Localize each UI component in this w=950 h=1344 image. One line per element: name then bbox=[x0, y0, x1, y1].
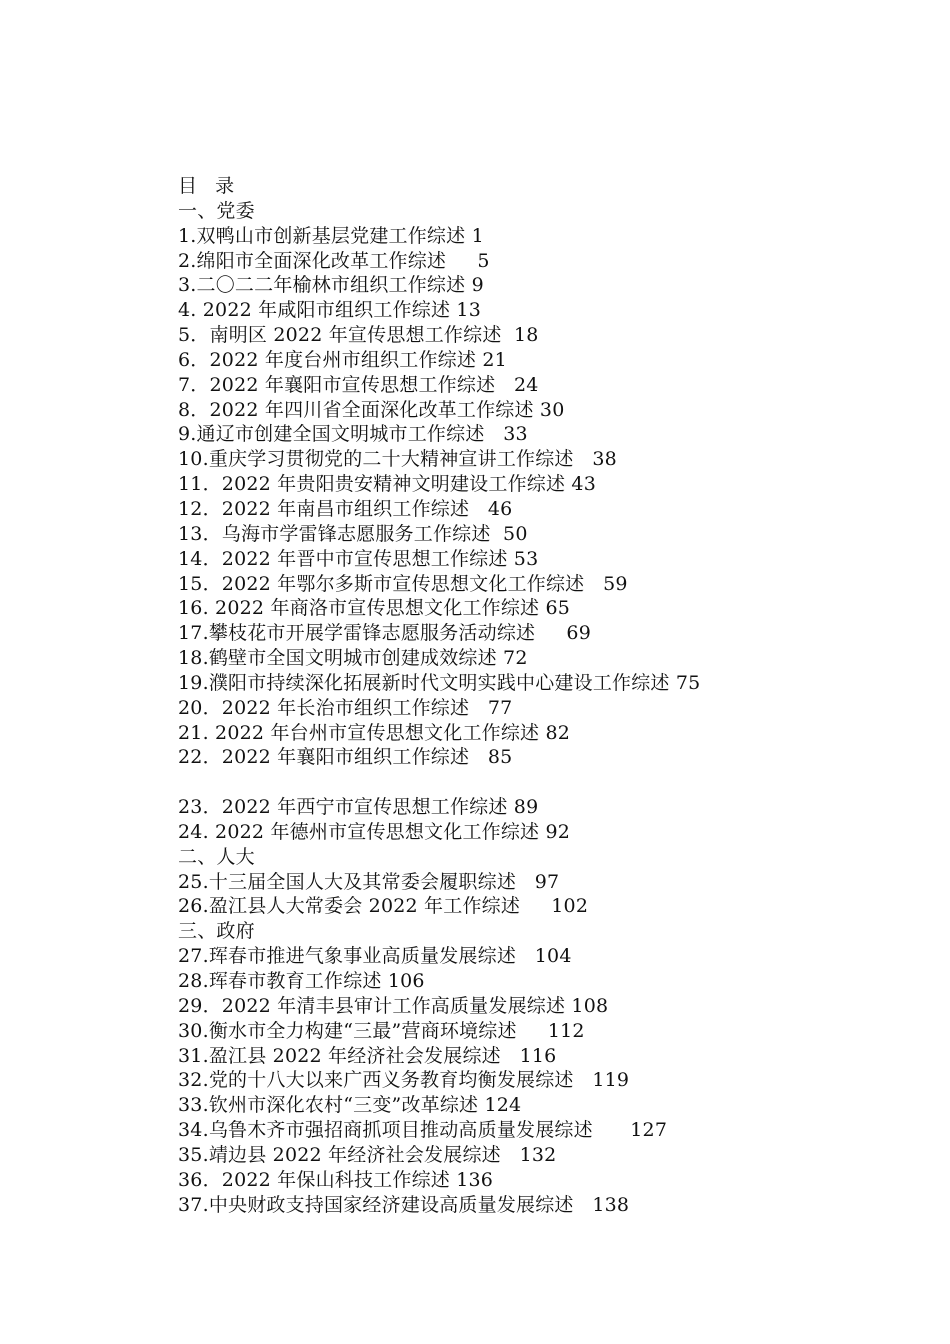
toc-entry: 1.双鸭山市创新基层党建工作综述 1 bbox=[178, 224, 484, 247]
blank-line bbox=[178, 770, 878, 795]
toc-entry: 33.钦州市深化农村“三变”改革综述 124 bbox=[178, 1094, 522, 1117]
toc-entry: 7．2022 年襄阳市宣传思想工作综述 24 bbox=[178, 373, 539, 396]
toc-entry: 6．2022 年度台州市组织工作综述 21 bbox=[178, 348, 507, 371]
toc-entry: 20．2022 年长治市组织工作综述 77 bbox=[178, 696, 513, 719]
toc-entry: 36．2022 年保山科技工作综述 136 bbox=[178, 1168, 494, 1191]
toc-entry: 2.绵阳市全面深化改革工作综述 5 bbox=[178, 249, 490, 272]
toc-entry: 37.中央财政支持国家经济建设高质量发展综述 138 bbox=[178, 1193, 630, 1216]
toc-entry: 14．2022 年晋中市宣传思想工作综述 53 bbox=[178, 547, 539, 570]
toc-entry: 4. 2022 年咸阳市组织工作综述 13 bbox=[178, 299, 481, 322]
toc-entry: 29．2022 年清丰县审计工作高质量发展综述 108 bbox=[178, 994, 609, 1017]
toc-entry: 31.盈江县 2022 年经济社会发展综述 116 bbox=[178, 1044, 557, 1067]
toc-title: 目 录 bbox=[178, 175, 237, 197]
toc-entry: 35.靖边县 2022 年经济社会发展综述 132 bbox=[178, 1143, 557, 1166]
toc-entry: 24. 2022 年德州市宣传思想文化工作综述 92 bbox=[178, 820, 571, 843]
toc-entry: 18.鹤壁市全国文明城市创建成效综述 72 bbox=[178, 647, 528, 670]
toc-entry: 28.珲春市教育工作综述 106 bbox=[178, 970, 425, 992]
toc-entry: 17.攀枝花市开展学雷锋志愿服务活动综述 69 bbox=[178, 622, 591, 645]
section-heading-party-committee: 一、党委 bbox=[178, 199, 255, 222]
section-heading-government: 三、政府 bbox=[178, 920, 255, 943]
toc-entry: 26.盈江县人大常委会 2022 年工作综述 102 bbox=[178, 895, 589, 918]
toc-entry: 9.通辽市创建全国文明城市工作综述 33 bbox=[178, 423, 528, 446]
toc-entry: 3.二〇二二年榆林市组织工作综述 9 bbox=[178, 274, 484, 297]
toc-entry: 8．2022 年四川省全面深化改革工作综述 30 bbox=[178, 398, 565, 421]
table-of-contents bbox=[178, 174, 878, 1217]
toc-entry: 27.珲春市推进气象事业高质量发展综述 104 bbox=[178, 945, 572, 968]
toc-entry: 30.衡水市全力构建“三最”营商环境综述 112 bbox=[178, 1019, 585, 1042]
toc-entry: 13．乌海市学雷锋志愿服务工作综述 50 bbox=[178, 522, 528, 545]
toc-entry: 22．2022 年襄阳市组织工作综述 85 bbox=[178, 746, 513, 769]
toc-entry: 34.乌鲁木齐市强招商抓项目推动高质量发展综述 127 bbox=[178, 1119, 668, 1142]
toc-entry: 21. 2022 年台州市宣传思想文化工作综述 82 bbox=[178, 721, 571, 744]
toc-entry: 25.十三届全国人大及其常委会履职综述 97 bbox=[178, 870, 560, 893]
toc-entry: 12．2022 年南昌市组织工作综述 46 bbox=[178, 497, 513, 520]
toc-entry: 5．南明区 2022 年宣传思想工作综述 18 bbox=[178, 324, 539, 347]
toc-entry: 11．2022 年贵阳贵安精神文明建设工作综述 43 bbox=[178, 473, 596, 496]
toc-entry: 15．2022 年鄂尔多斯市宣传思想文化工作综述 59 bbox=[178, 572, 628, 595]
section-heading-npc: 二、人大 bbox=[178, 845, 255, 868]
toc-entry: 16. 2022 年商洛市宣传思想文化工作综述 65 bbox=[178, 597, 571, 620]
toc-entry: 19.濮阳市持续深化拓展新时代文明实践中心建设工作综述 75 bbox=[178, 671, 701, 694]
toc-entry: 32.党的十八大以来广西义务教育均衡发展综述 119 bbox=[178, 1069, 630, 1092]
toc-entry: 23．2022 年西宁市宣传思想工作综述 89 bbox=[178, 796, 539, 819]
toc-entry: 10.重庆学习贯彻党的二十大精神宣讲工作综述 38 bbox=[178, 448, 617, 471]
